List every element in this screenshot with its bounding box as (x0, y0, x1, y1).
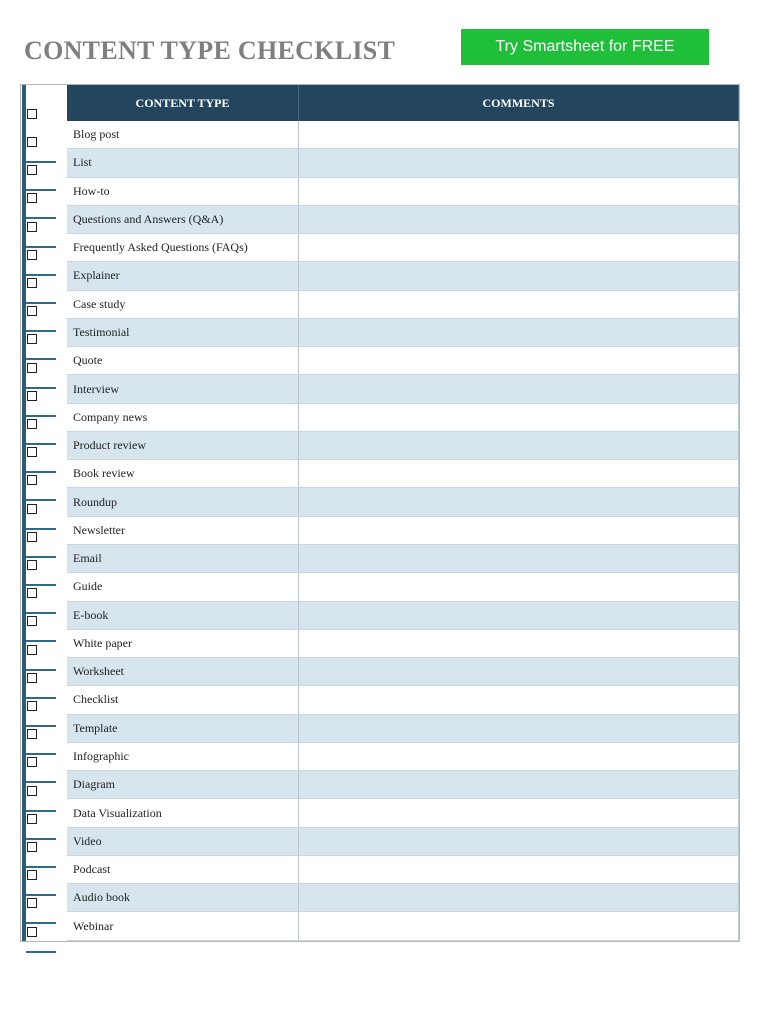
row-tick-mark (26, 189, 56, 191)
content-type-cell: Book review (67, 460, 299, 488)
table-row (67, 262, 739, 290)
row-tick-mark (26, 274, 56, 276)
table-row (67, 234, 739, 262)
table-row (67, 516, 739, 544)
comment-cell[interactable] (299, 318, 739, 346)
header-checkbox[interactable] (27, 109, 37, 119)
table-row (67, 686, 739, 714)
content-type-cell: E-book (67, 601, 299, 629)
table-row (67, 771, 739, 799)
comment-cell[interactable] (299, 714, 739, 742)
content-type-cell: Video (67, 827, 299, 855)
try-smartsheet-button[interactable]: Try Smartsheet for FREE (461, 29, 709, 65)
table-row (67, 629, 739, 657)
content-type-cell: Case study (67, 290, 299, 318)
comment-cell[interactable] (299, 460, 739, 488)
comment-cell[interactable] (299, 177, 739, 205)
header-content-type: CONTENT TYPE (67, 85, 299, 121)
content-type-cell: Explainer (67, 262, 299, 290)
comment-cell[interactable] (299, 573, 739, 601)
row-tick-mark (26, 612, 56, 614)
table-header-row (67, 85, 739, 121)
row-checkbox[interactable] (27, 419, 37, 429)
comment-cell[interactable] (299, 658, 739, 686)
row-tick-mark (26, 725, 56, 727)
table-row (67, 742, 739, 770)
table-row (67, 573, 739, 601)
content-type-cell: Interview (67, 375, 299, 403)
row-tick-mark (26, 697, 56, 699)
comment-cell[interactable] (299, 431, 739, 459)
table-row (67, 149, 739, 177)
table-row (67, 177, 739, 205)
header-comments: COMMENTS (299, 85, 739, 121)
comment-cell[interactable] (299, 234, 739, 262)
comment-cell[interactable] (299, 375, 739, 403)
content-type-cell: Roundup (67, 488, 299, 516)
content-type-cell: Podcast (67, 855, 299, 883)
content-type-table (67, 85, 739, 941)
comment-cell[interactable] (299, 121, 739, 149)
row-tick-mark (26, 640, 56, 642)
table-row (67, 431, 739, 459)
row-tick-mark (26, 443, 56, 445)
content-type-cell: Questions and Answers (Q&A) (67, 205, 299, 233)
content-type-cell: Checklist (67, 686, 299, 714)
table-row (67, 827, 739, 855)
row-checkbox[interactable] (27, 475, 37, 485)
row-tick-mark (26, 753, 56, 755)
row-checkbox[interactable] (27, 927, 37, 937)
table-row (67, 544, 739, 572)
row-tick-mark (26, 302, 56, 304)
checkbox-rail (22, 85, 26, 941)
row-checkbox[interactable] (27, 588, 37, 598)
content-type-cell: How-to (67, 177, 299, 205)
row-tick-mark (26, 951, 56, 953)
row-checkbox[interactable] (27, 898, 37, 908)
row-tick-mark (26, 415, 56, 417)
content-type-cell: Product review (67, 431, 299, 459)
row-tick-mark (26, 499, 56, 501)
row-checkbox[interactable] (27, 137, 37, 147)
row-checkbox[interactable] (27, 306, 37, 316)
row-tick-mark (26, 358, 56, 360)
content-type-cell: Frequently Asked Questions (FAQs) (67, 234, 299, 262)
row-checkbox[interactable] (27, 278, 37, 288)
content-type-cell: Diagram (67, 771, 299, 799)
comment-cell[interactable] (299, 347, 739, 375)
comment-cell[interactable] (299, 290, 739, 318)
row-checkbox[interactable] (27, 165, 37, 175)
row-checkbox[interactable] (27, 814, 37, 824)
table-row (67, 290, 739, 318)
row-tick-mark (26, 471, 56, 473)
comment-cell[interactable] (299, 799, 739, 827)
row-checkbox[interactable] (27, 532, 37, 542)
row-checkbox[interactable] (27, 870, 37, 880)
row-tick-mark (26, 528, 56, 530)
row-tick-mark (26, 866, 56, 868)
comment-cell[interactable] (299, 488, 739, 516)
content-type-cell: Worksheet (67, 658, 299, 686)
content-type-cell: Blog post (67, 121, 299, 149)
table-row (67, 884, 739, 912)
table-row (67, 855, 739, 883)
row-tick-mark (26, 556, 56, 558)
table-row (67, 205, 739, 233)
comment-cell[interactable] (299, 601, 739, 629)
table-row (67, 460, 739, 488)
row-tick-mark (26, 217, 56, 219)
table-row (67, 375, 739, 403)
row-tick-mark (26, 584, 56, 586)
row-tick-mark (26, 922, 56, 924)
comment-cell[interactable] (299, 855, 739, 883)
comment-cell[interactable] (299, 884, 739, 912)
row-checkbox[interactable] (27, 701, 37, 711)
comment-cell[interactable] (299, 827, 739, 855)
table-row (67, 488, 739, 516)
row-checkbox[interactable] (27, 673, 37, 683)
content-type-cell: Company news (67, 403, 299, 431)
content-type-cell: White paper (67, 629, 299, 657)
comment-cell[interactable] (299, 629, 739, 657)
checkbox-column (22, 85, 66, 941)
row-tick-mark (26, 838, 56, 840)
row-checkbox[interactable] (27, 504, 37, 514)
table-row (67, 121, 739, 149)
row-tick-mark (26, 781, 56, 783)
content-type-cell: Template (67, 714, 299, 742)
row-checkbox[interactable] (27, 363, 37, 373)
content-type-cell: Webinar (67, 912, 299, 940)
content-type-cell: Infographic (67, 742, 299, 770)
row-checkbox[interactable] (27, 560, 37, 570)
table-row (67, 347, 739, 375)
comment-cell[interactable] (299, 912, 739, 940)
row-tick-mark (26, 387, 56, 389)
row-checkbox[interactable] (27, 193, 37, 203)
page-title: CONTENT TYPE CHECKLIST (24, 36, 396, 65)
table-row (67, 318, 739, 346)
content-type-cell: Audio book (67, 884, 299, 912)
content-type-cell: Guide (67, 573, 299, 601)
comment-cell[interactable] (299, 771, 739, 799)
comment-cell[interactable] (299, 403, 739, 431)
row-checkbox[interactable] (27, 616, 37, 626)
row-checkbox[interactable] (27, 757, 37, 767)
row-tick-mark (26, 246, 56, 248)
row-tick-mark (26, 894, 56, 896)
comment-cell[interactable] (299, 262, 739, 290)
content-type-cell: List (67, 149, 299, 177)
row-checkbox[interactable] (27, 222, 37, 232)
comment-cell[interactable] (299, 544, 739, 572)
table-row (67, 403, 739, 431)
row-checkbox[interactable] (27, 842, 37, 852)
table-row (67, 714, 739, 742)
row-tick-mark (26, 161, 56, 163)
content-type-cell: Data Visualization (67, 799, 299, 827)
row-checkbox[interactable] (27, 729, 37, 739)
table-row (67, 601, 739, 629)
content-type-cell: Testimonial (67, 318, 299, 346)
row-checkbox[interactable] (27, 447, 37, 457)
row-checkbox[interactable] (27, 250, 37, 260)
content-type-cell: Newsletter (67, 516, 299, 544)
table-row (67, 799, 739, 827)
table-row (67, 912, 739, 940)
comment-cell[interactable] (299, 149, 739, 177)
row-checkbox[interactable] (27, 645, 37, 655)
row-tick-mark (26, 810, 56, 812)
table-row (67, 658, 739, 686)
comment-cell[interactable] (299, 205, 739, 233)
comment-cell[interactable] (299, 516, 739, 544)
comment-cell[interactable] (299, 686, 739, 714)
content-type-cell: Email (67, 544, 299, 572)
row-tick-mark (26, 669, 56, 671)
row-checkbox[interactable] (27, 391, 37, 401)
comment-cell[interactable] (299, 742, 739, 770)
row-checkbox[interactable] (27, 786, 37, 796)
row-checkbox[interactable] (27, 334, 37, 344)
content-type-cell: Quote (67, 347, 299, 375)
row-tick-mark (26, 330, 56, 332)
